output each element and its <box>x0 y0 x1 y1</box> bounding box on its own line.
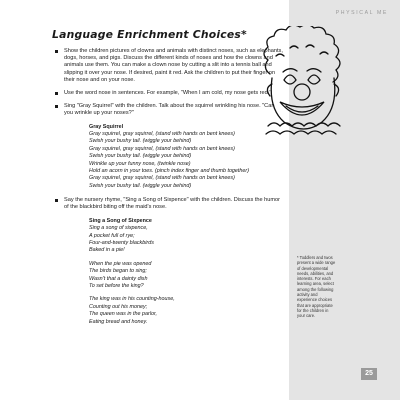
poem-line: A pocket full of rye; <box>89 232 135 239</box>
bullet-text: Show the children pictures of clowns and animals with distinct noses, such as elephants, dogs, horses, and pigs. Discuss the different kinds of noses and how the clowns and animals use them. You can make a clown nose by cutting a slit into a tennis ball and slipping it over your nose. If desired, paint it red. Ask the children to put their finger on their nose and on your nose. <box>64 48 283 83</box>
page-number: 25 <box>361 368 377 380</box>
poem-line: Counting out his money; <box>89 303 148 310</box>
bullet-square-icon <box>55 92 58 95</box>
poem-line: The queen was in the parlor, <box>89 311 158 318</box>
poem-line: The birds began to sing; <box>89 268 147 275</box>
poem-line: Gray squirrel, gray squirrel, (stand with hands on bent knees) <box>89 145 235 152</box>
poem-gray-squirrel <box>89 124 284 191</box>
poem-line: The king was in his counting-house, <box>89 296 175 303</box>
bullet-square-icon <box>55 50 58 53</box>
poem-line: Four-and-twenty blackbirds <box>89 239 154 246</box>
bullet-text: Use the word nose in sentences. For example, "When I am cold, my nose gets red." <box>64 90 272 97</box>
bullet-item <box>52 197 284 211</box>
margin-note: * Toddlers and twos present a wide range of developmental needs, abilities, and interests. For each learning area, select among the following activity and experience choices that are appropriate for the children in your care. <box>297 255 336 319</box>
bullet-square-icon <box>55 105 58 108</box>
poem-line: Swish your bushy tail. (wiggle your behind) <box>89 153 192 160</box>
poem-title: Sing a Song of Sixpence <box>89 217 152 224</box>
bullet-item <box>52 90 284 97</box>
poem-line: When the pie was opened <box>89 260 152 267</box>
poem-line: Baked in a pie! <box>89 247 125 254</box>
main-content <box>52 28 284 333</box>
poem-line: To set before the king? <box>89 282 144 289</box>
poem-line: Gray squirrel, gray squirrel, (stand with hands on bent knees) <box>89 175 235 182</box>
page-title: Language Enrichment Choices* <box>52 28 247 41</box>
poem-line: Sing a song of sixpence, <box>89 225 148 232</box>
poem-sixpence <box>89 218 284 326</box>
poem-line: Gray squirrel, gray squirrel, (stand with hands on bent knees) <box>89 131 235 138</box>
poem-title: Gray Squirrel <box>89 123 124 130</box>
running-header: PHYSICAL ME <box>335 10 388 16</box>
poem-line: Hold an acorn in your toes. (pinch index finger and thumb together) <box>89 168 250 175</box>
bullet-square-icon <box>55 199 58 202</box>
poem-line: Swish your bushy tail. (wiggle your behind) <box>89 138 192 145</box>
bullet-text: Sing "Gray Squirrel" with the children. Talk about the squirrel wrinkling his nose. "Can you wrinkle up your noses?" <box>64 103 275 117</box>
bullet-text: Say the nursery rhyme, "Sing a Song of Sixpence" with the children. Discuss the humor of the blackbird biting off the maid's nose. <box>64 197 281 211</box>
poem-line: Swish your bushy tail. (wiggle your behind) <box>89 182 192 189</box>
bullet-item <box>52 48 284 84</box>
poem-line: Wasn't that a dainty dish <box>89 275 148 282</box>
poem-line: Wrinkle up your funny nose, (twinkle nose) <box>89 160 191 167</box>
poem-line: Eating bread and honey. <box>89 318 148 325</box>
bullet-item <box>52 103 284 117</box>
